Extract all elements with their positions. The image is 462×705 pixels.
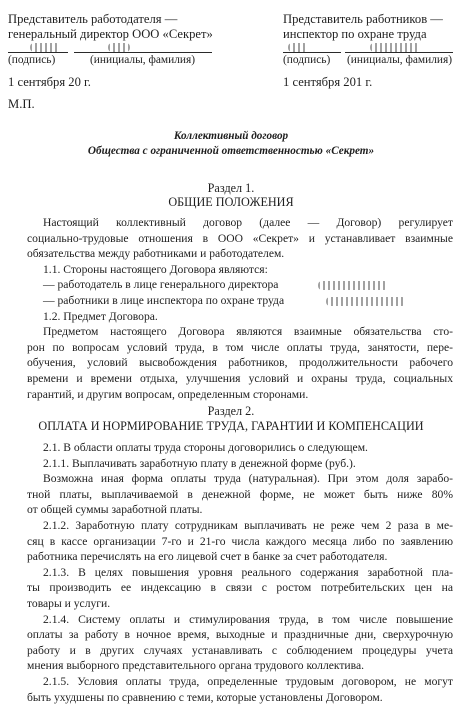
paragraph-line: тной платы, выплачиваемой в денежной форме, не может быть ниже 80% (27, 487, 453, 503)
paragraph-line: 2.1. В области оплаты труда стороны договорились о следующем. (27, 440, 453, 456)
signature-scribble (108, 43, 130, 52)
redacted-name (318, 281, 388, 290)
paragraph-line: Предметом настоящего Договора являются взаимные обязательства сто- (27, 324, 453, 340)
paragraph-line: обязательства между работниками и работодателем. (27, 246, 453, 262)
employer-title-line1: Представитель работодателя — (8, 12, 177, 27)
employee-caption-name: (инициалы, фамилия) (347, 54, 452, 66)
paragraph-line: — работники в лице инспектора по охране труда (27, 293, 453, 309)
signature-line (283, 52, 341, 53)
signature-scribble (288, 43, 308, 52)
paragraph-line: от общей суммы заработной платы. (27, 502, 453, 518)
section2-body (27, 440, 453, 705)
paragraph-line: 2.1.2. Заработную плату сотрудникам выплачивать не реже чем 2 раза в ме- (27, 518, 453, 534)
signature-line (8, 52, 68, 53)
employer-caption-sign: (подпись) (8, 54, 55, 66)
paragraph-line: Настоящий коллективный договор (далее — Договор) регулирует (27, 215, 453, 231)
employee-caption-sign: (подпись) (283, 54, 330, 66)
paragraph-line: работу и в других случаях устанавливать с соблюдением процедуры учета (27, 643, 453, 659)
stamp-place: М.П. (8, 97, 35, 112)
paragraph-line: времени и времени отдыха, улучшения условий и охраны труда, социальных (27, 371, 453, 387)
paragraph-line: быть ухудшены по сравнению с теми, которые установлены Договором. (27, 690, 453, 705)
signature-scribble (370, 43, 420, 52)
paragraph-line: оплаты за работу в ночное время, выходные и праздничные дни, сверхурочную (27, 627, 453, 643)
paragraph-line: — работодатель в лице генерального директора (27, 277, 453, 293)
paragraph-line: гарантий, и другим вопросам, определенным сторонами. (27, 387, 453, 403)
document-subtitle: Общества с ограниченной ответственностью «Секрет» (0, 145, 462, 157)
name-line (74, 52, 212, 53)
section1-heading: Раздел 1. (0, 181, 462, 196)
paragraph-line: рон по вопросам условий труда, в том числе оплаты труда, занятости, пере- (27, 340, 453, 356)
employer-caption-name: (инициалы, фамилия) (90, 54, 195, 66)
signature-scribble (30, 43, 60, 52)
paragraph-line: обучения, условий высвобождения работников, продолжительности рабочего (27, 355, 453, 371)
section1-name: ОБЩИЕ ПОЛОЖЕНИЯ (0, 195, 462, 210)
employee-title-line1: Представитель работников — (283, 12, 443, 27)
paragraph-line: сяц в кассе организации 7-го и 21-го числа каждого месяца либо по заявлению (27, 534, 453, 550)
paragraph-line: мнения выборного представительного органа трудового коллектива. (27, 658, 453, 674)
name-line (345, 52, 453, 53)
paragraph-line: Возможна иная форма оплаты труда (натуральная). При этом доля зарабо- (27, 471, 453, 487)
paragraph-line: 2.1.3. В целях повышения уровня реального содержания заработной пла- (27, 565, 453, 581)
paragraph-line: ты производить ее индексацию в связи с ростом потребительских цен на (27, 580, 453, 596)
paragraph-line: 1.1. Стороны настоящего Договора являются: (27, 262, 453, 278)
section2-name: ОПЛАТА И НОРМИРОВАНИЕ ТРУДА, ГАРАНТИИ И КОМПЕНСАЦИИ (0, 419, 462, 434)
paragraph-line: работника перечислять на его лицевой счет в банке за счет работодателя. (27, 549, 453, 565)
paragraph-line: товары и услуги. (27, 596, 453, 612)
section1-body (27, 215, 453, 402)
paragraph-line: 2.1.1. Выплачивать заработную плату в денежной форме (руб.). (27, 456, 453, 472)
document-title: Коллективный договор (0, 130, 462, 142)
section2-heading: Раздел 2. (0, 404, 462, 419)
paragraph-line: социально-трудовые отношения в ООО «Секрет» и устанавливает взаимные (27, 231, 453, 247)
paragraph-line: 2.1.4. Систему оплаты и стимулирования труда, в том числе повышение (27, 612, 453, 628)
employee-date: 1 сентября 201 г. (283, 75, 372, 90)
paragraph-line: 2.1.5. Условия оплаты труда, определенные трудовым договором, не могут (27, 674, 453, 690)
employee-title-line2: инспектор по охране труда (283, 27, 427, 42)
redacted-name (326, 297, 406, 306)
paragraph-line: 1.2. Предмет Договора. (27, 309, 453, 325)
employer-title-line2: генеральный директор ООО «Секрет» (8, 27, 213, 42)
employer-date: 1 сентября 20 г. (8, 75, 91, 90)
